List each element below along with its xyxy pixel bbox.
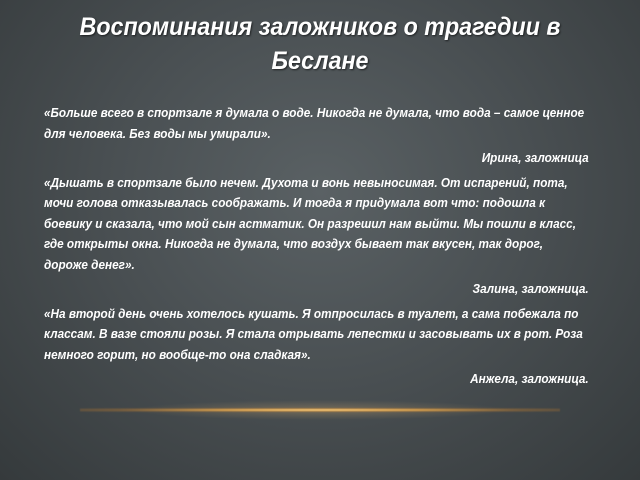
quote-author: Анжела, заложница. xyxy=(470,371,589,386)
quote-author: Залина, заложница. xyxy=(472,281,589,296)
quote-text: «На второй день очень хотелось кушать. Я отпросилась в туалет, а сама побежала по классам. В вазе стояли розы. Я стала отрывать лепестки и засовывать их в рот. Роза немного горит, но вообще-то она сладкая». xyxy=(44,305,583,362)
quote-author: Ирина, заложница xyxy=(481,150,589,165)
quote-text: «Дышать в спортзале было нечем. Духота и вонь невыносимая. От испарений, пота, мочи голова отказывалась соображать. И тогда я придумала вот что: подошла к боевику и сказала, что мой сын астматик. Он разрешил нам выйти. Мы пошли в класс, где открыты окна. Никогда не думала, что воздух бывает так вкусен, так дорог, дороже денег». xyxy=(44,174,576,272)
slide-body xyxy=(44,103,589,394)
quote-text: «Больше всего в спортзале я думала о воде. Никогда не думала, что вода – самое ценное для человека. Без воды мы умирали». xyxy=(44,105,585,141)
decorative-divider-line xyxy=(80,408,560,412)
slide-title: Воспоминания заложников о трагедии в Беслане xyxy=(79,13,561,75)
